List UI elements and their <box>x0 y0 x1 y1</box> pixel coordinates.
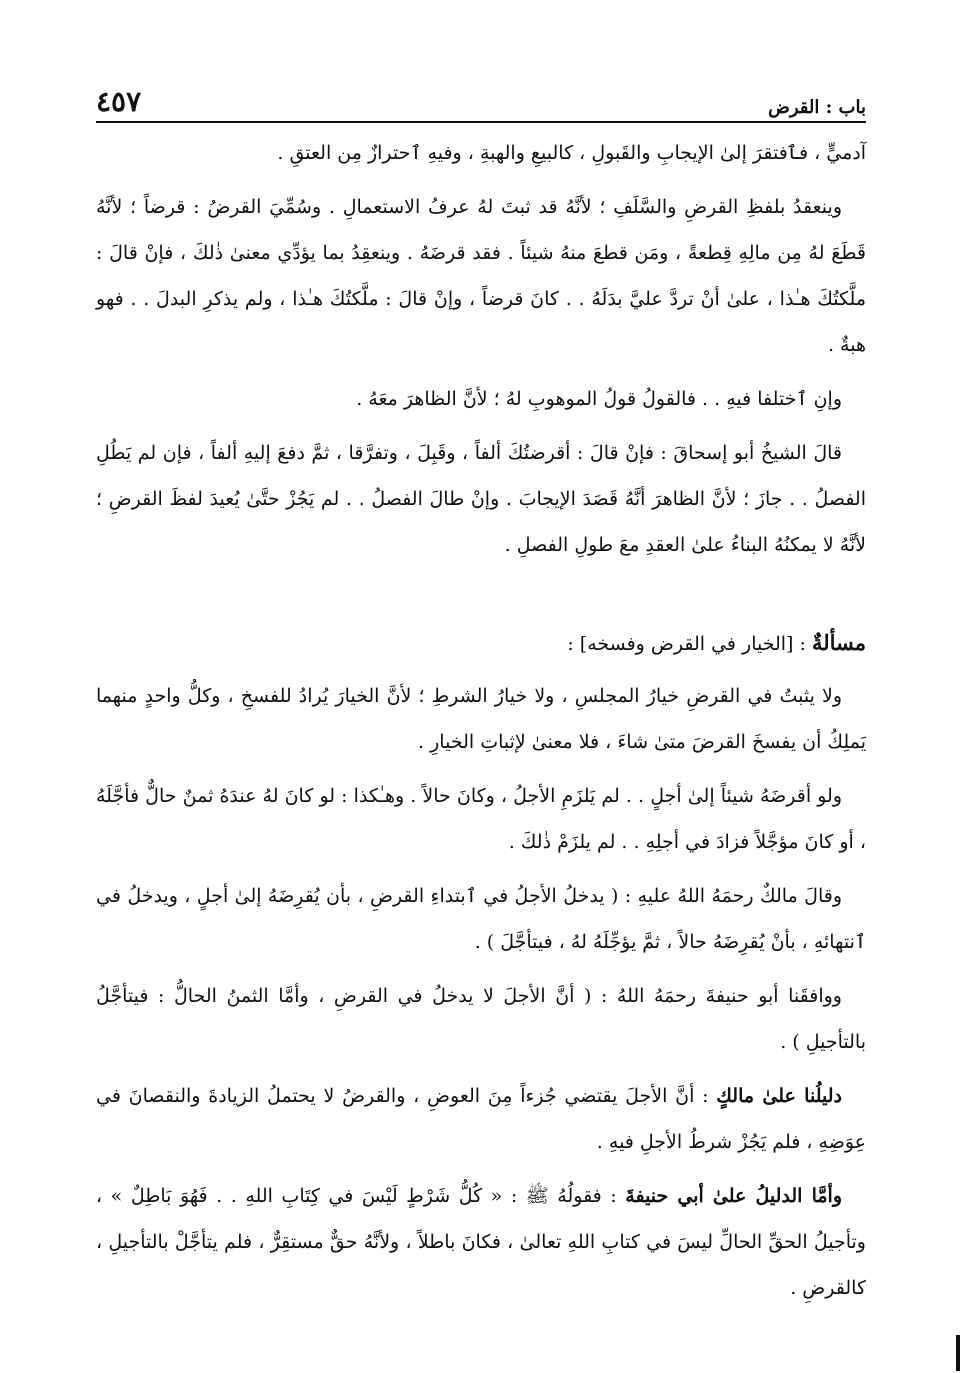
page-number: ٤٥٧ <box>96 85 142 118</box>
paragraph-9 <box>96 1073 866 1165</box>
paragraph-10-text: : فقولُهُ ﷺ : « كُلُّ شَرْطٍ لَيْسَ في كِتَابِ اللهِ . . فَهُوَ بَاطِلٌ » ، وتأجيلُ الحقِّ الحالِّ ليسَ في كتابِ اللهِ تعالىٰ ، فكانَ باطلاً ، ولأنَّهُ حقٌّ مستقِرٌّ ، فلم يتأجَّلْ بالتأجيلِ ، كالقرضِ . <box>96 1185 866 1299</box>
paragraph-1: آدميٍّ ، فٱفتقرَ إلىٰ الإيجابِ والقَبولِ ، كالبيعِ والهبةِ ، وفيهِ ٱحترازٌ مِن العتقِ . <box>277 142 866 164</box>
masala-title: : [الخيار في القرض وفسخه] : <box>567 633 812 655</box>
page-header <box>96 78 866 118</box>
masala-heading <box>96 620 866 667</box>
paragraph-9-label: دليلُنا علىٰ مالكٍ <box>716 1085 842 1107</box>
paragraph-10 <box>96 1173 866 1311</box>
header-rule <box>96 121 866 123</box>
paragraph-2: وينعقدُ بلفظِ القرضِ والسَّلَفِ ؛ لأنَّهُ قد ثبتَ لهُ عرفُ الاستعمالِ . وسُمِّيَ القرضُ : قرضاً ؛ لأنَّهُ قَطَعَ لهُ مِن مالِهِ قِطعةً ، ومَن قطعَ منهُ شيئاً . فقد قرضَهُ . وينعقِدُ بما يؤدِّي معنىٰ ذٰلكَ ، فإنْ قالَ : ملَّكتُكَ هـٰذا ، علىٰ أنْ تردَّ عليَّ بدَلَهُ . . كانَ قرضاً ، وإنْ قالَ : ملَّكتُكَ هـٰذا ، ولم يذكرِ البدلَ . . فهو هبةٌ . <box>96 196 866 356</box>
masala-label: مسألةٌ <box>811 630 866 655</box>
paragraph-8: ووافقَنا أبو حنيفةَ رحمَهُ اللهُ : ( أنَّ الأجلَ لا يدخلُ في القرضِ ، وأمَّا الثمنُ الحالُّ : فيتأجَّلُ بالتأجيلِ ) . <box>96 985 866 1053</box>
paragraph-7: وقالَ مالكٌ رحمَهُ اللهُ عليهِ : ( يدخلُ الأجلُ في ٱبتداءِ القرضِ ، بأن يُقرِضَهُ إلىٰ أجلٍ ، ويدخلُ في ٱنتهائهِ ، بأنْ يُقرِضَهُ حالاً ، ثمَّ يؤجِّلَهُ لهُ ، فيتأجَّلَ ) . <box>96 885 866 953</box>
paragraph-4: قالَ الشيخُ أبو إسحاقَ : فإنْ قالَ : أقرضتُكَ ألفاً ، وقَبِلَ ، وتفرَّقا ، ثمَّ دفعَ إليهِ ألفاً ، فإن لم يَطُلِ الفصلُ . . جازَ ؛ لأنَّ الظاهرَ أنَّهُ قَصَدَ الإيجابَ . وإنْ طالَ الفصلُ . . لم يَجُزْ حتَّىٰ يُعيدَ لفظَ القرضِ ؛ لأنَّهُ لا يمكنُهُ البناءُ علىٰ العقدِ معَ طولِ الفصلِ . <box>96 442 866 556</box>
chapter-title: باب : القرض <box>768 97 866 118</box>
paragraph-3: وإنِ ٱختلفا فيهِ . . فالقولُ قولُ الموهوبِ لهُ ؛ لأنَّ الظاهرَ معَهُ . <box>356 388 842 410</box>
scan-edge-mark <box>956 1335 960 1371</box>
paragraph-10-label: وأمَّا الدليلُ علىٰ أبي حنيفةَ <box>625 1185 842 1207</box>
paragraph-5: ولا يثبتُ في القرضِ خيارُ المجلسِ ، ولا خيارُ الشرطِ ؛ لأنَّ الخيارَ يُرادُ للفسخِ ، وكلُّ واحدٍ منهما يَملِكُ أن يفسخَ القرضَ متىٰ شاءَ ، فلا معنىٰ لإثباتِ الخيارِ . <box>96 685 866 753</box>
paragraph-9-text: : أنَّ الأجلَ يقتضي جُزءاً مِنَ العوضِ ، والقرضُ لا يحتملُ الزيادةَ والنقصانَ في عِوَضِهِ ، فلم يَجُزْ شرطُ الأجلِ فيهِ . <box>96 1085 866 1153</box>
paragraph-6: ولو أقرضَهُ شيئاً إلىٰ أجلٍ . . لم يَلزَمِ الأجلُ ، وكانَ حالاً . وهـٰكذا : لو كانَ لهُ عندَهُ ثمنٌ حالٌّ فأجَّلَهُ ، أو كانَ مؤجَّلاً فزادَ في أجلِهِ . . لم يلزَمْ ذٰلكَ . <box>96 785 866 853</box>
page-body <box>96 130 866 1319</box>
